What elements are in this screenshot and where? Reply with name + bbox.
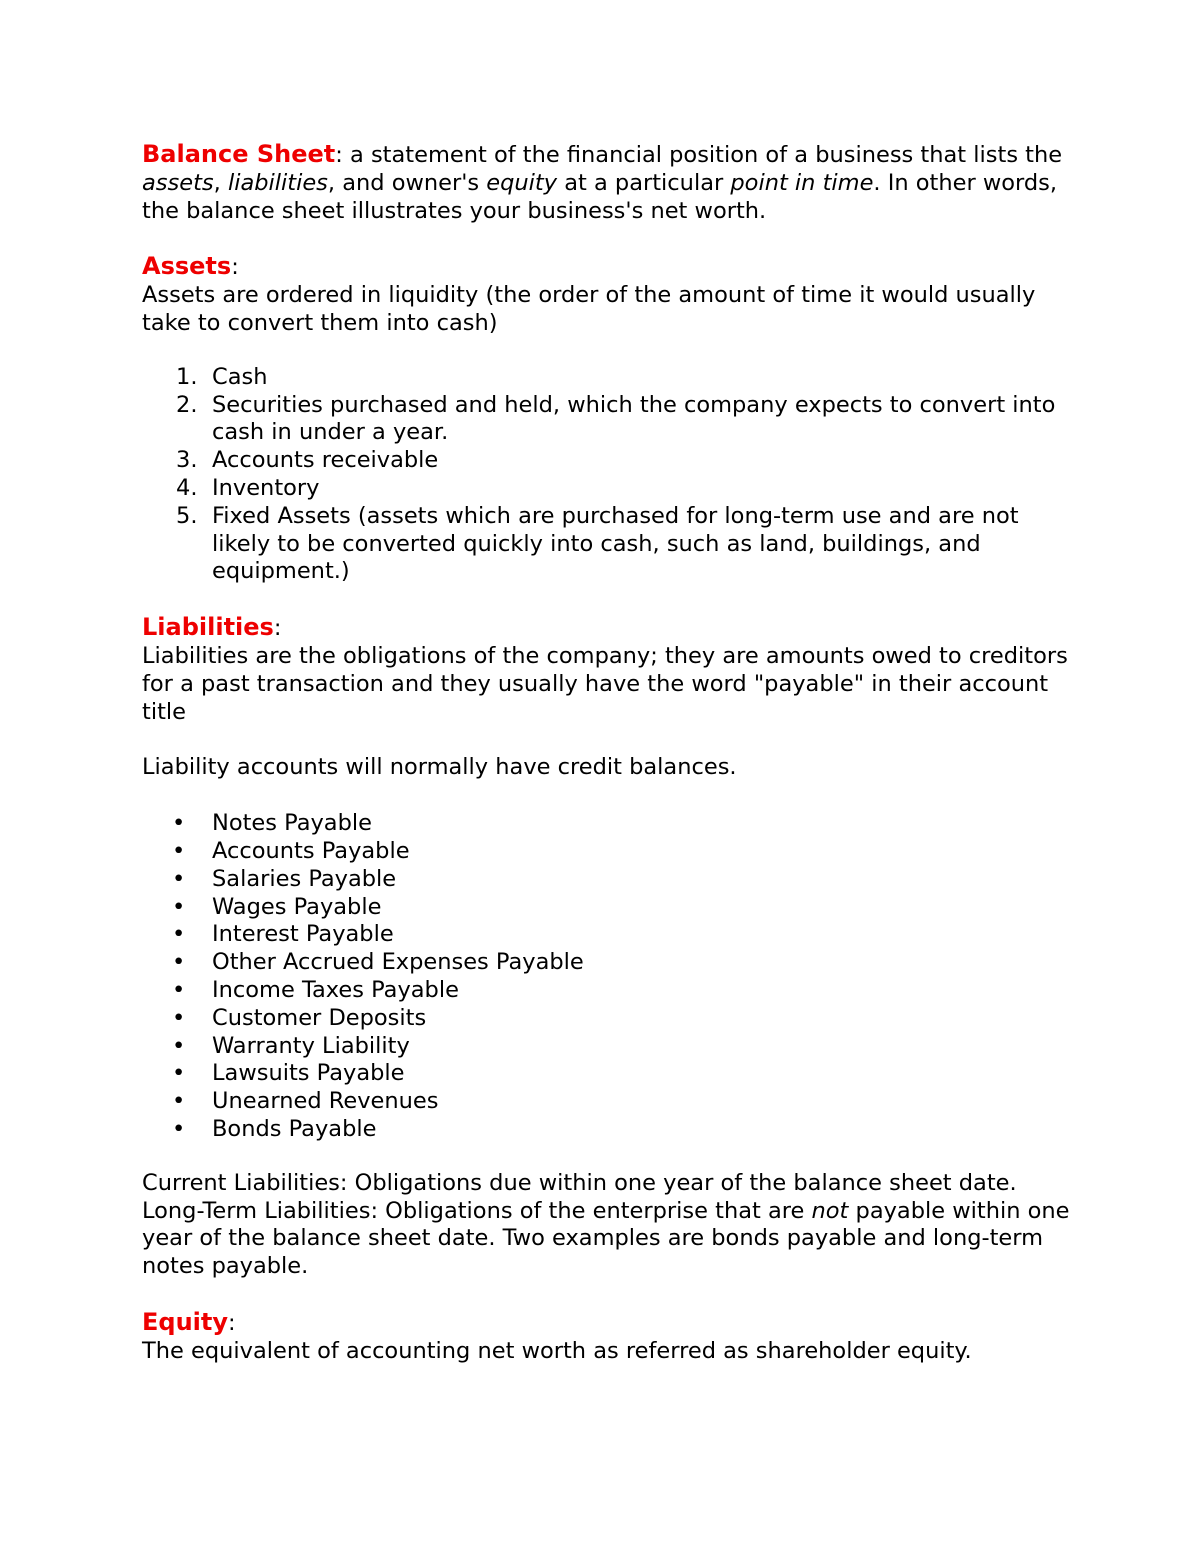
balance-sheet-text-4: at a particular (557, 169, 731, 196)
list-item (142, 838, 1072, 866)
equity-colon: : (228, 1309, 236, 1336)
list-item (142, 447, 1072, 475)
list-number: 5. (176, 502, 198, 529)
liabilities-list (142, 810, 1072, 1144)
list-item-text: Fixed Assets (assets which are purchased for long-term use and are not likely to be converted quickly into cash, such as land, buildings, and equipment.) (212, 502, 1019, 585)
balance-sheet-text-3: , and owner's (327, 169, 487, 196)
term-point-in-time: point in time (730, 169, 874, 196)
bullet-icon: • (172, 810, 186, 837)
list-item-text: Securities purchased and held, which the company expects to convert into cash in under a year. (212, 391, 1056, 446)
term-liabilities: liabilities (227, 169, 328, 196)
liabilities-colon: : (273, 615, 282, 642)
list-item (142, 475, 1072, 503)
list-number: 4. (176, 474, 198, 501)
list-number: 2. (176, 391, 198, 418)
balance-sheet-text-2: , (213, 169, 228, 196)
liabilities-intro: Liabilities are the obligations of the company; they are amounts owed to creditors for a past transaction and they usually have the word "payable" in their account title (142, 642, 1068, 725)
bullet-icon: • (172, 921, 186, 948)
bullet-icon: • (172, 1115, 186, 1142)
assets-heading: Assets (142, 252, 232, 281)
list-item-text: Customer Deposits (212, 1004, 427, 1031)
list-item (142, 949, 1072, 977)
long-term-emphasis: not (811, 1197, 849, 1224)
list-item-text: Income Taxes Payable (212, 976, 459, 1003)
list-item-text: Inventory (212, 474, 320, 501)
bullet-icon: • (172, 1004, 186, 1031)
list-number: 3. (176, 447, 198, 474)
long-term-text-1: Long-Term Liabilities: Obligations of the enterprise that are (142, 1197, 812, 1224)
bullet-icon: • (172, 837, 186, 864)
equity-heading: Equity (142, 1307, 229, 1336)
balance-sheet-colon: : (335, 142, 343, 168)
balance-sheet-heading: Balance Sheet (142, 140, 336, 168)
list-item (142, 866, 1072, 894)
list-item-text: Warranty Liability (212, 1032, 410, 1059)
bullet-icon: • (172, 1088, 186, 1115)
list-item (142, 894, 1072, 922)
list-item-text: Unearned Revenues (212, 1088, 439, 1115)
list-item (142, 1060, 1072, 1088)
list-item-text: Lawsuits Payable (212, 1060, 405, 1087)
list-item (142, 392, 1072, 448)
balance-sheet-text-5: . In other words, the balance sheet illustrates your business's net worth. (142, 169, 1058, 224)
list-number: 1. (176, 363, 198, 390)
list-item-text: Interest Payable (212, 921, 394, 948)
equity-text: The equivalent of accounting net worth as referred as shareholder equity. (142, 1337, 972, 1364)
bullet-icon: • (172, 949, 186, 976)
list-item (142, 810, 1072, 838)
liabilities-heading-line (142, 614, 1072, 643)
list-item (142, 1005, 1072, 1033)
list-item-text: Cash (212, 363, 268, 390)
current-liabilities-text: Current Liabilities: Obligations due within one year of the balance sheet date. (142, 1169, 1017, 1196)
document-page (142, 141, 1072, 1365)
bullet-icon: • (172, 893, 186, 920)
list-item (142, 1033, 1072, 1061)
assets-intro: Assets are ordered in liquidity (the order of the amount of time it would usually take to convert them into cash) (142, 282, 1036, 336)
list-item (142, 921, 1072, 949)
balance-sheet-text-1: a statement of the financial position of a business that lists the (342, 142, 1063, 168)
list-item-text: Salaries Payable (212, 865, 397, 892)
list-item-text: Accounts receivable (212, 447, 439, 474)
assets-list (142, 364, 1072, 586)
long-term-text-2: payable within one year of the balance sheet date. Two examples are bonds payable and long-term notes payable. (142, 1197, 1070, 1280)
term-equity: equity (486, 169, 558, 196)
list-item (142, 977, 1072, 1005)
equity-heading-line (142, 1309, 1072, 1338)
list-item (142, 1116, 1072, 1144)
list-item (142, 364, 1072, 392)
list-item-text: Accounts Payable (212, 837, 410, 864)
bullet-icon: • (172, 1060, 186, 1087)
list-item (142, 1088, 1072, 1116)
list-item-text: Bonds Payable (212, 1115, 377, 1142)
term-assets: assets (142, 169, 214, 196)
assets-colon: : (231, 254, 239, 281)
list-item (142, 503, 1072, 586)
list-item-text: Wages Payable (212, 893, 382, 920)
liabilities-heading: Liabilities (142, 613, 274, 642)
long-term-liabilities-paragraph (142, 1198, 1072, 1281)
bullet-icon: • (172, 1032, 186, 1059)
bullet-icon: • (172, 976, 186, 1003)
list-item-text: Notes Payable (212, 810, 372, 837)
liabilities-credit-note: Liability accounts will normally have credit balances. (142, 754, 737, 781)
bullet-icon: • (172, 865, 186, 892)
balance-sheet-paragraph (142, 141, 1072, 225)
list-item-text: Other Accrued Expenses Payable (212, 949, 584, 976)
assets-heading-line (142, 253, 1072, 282)
